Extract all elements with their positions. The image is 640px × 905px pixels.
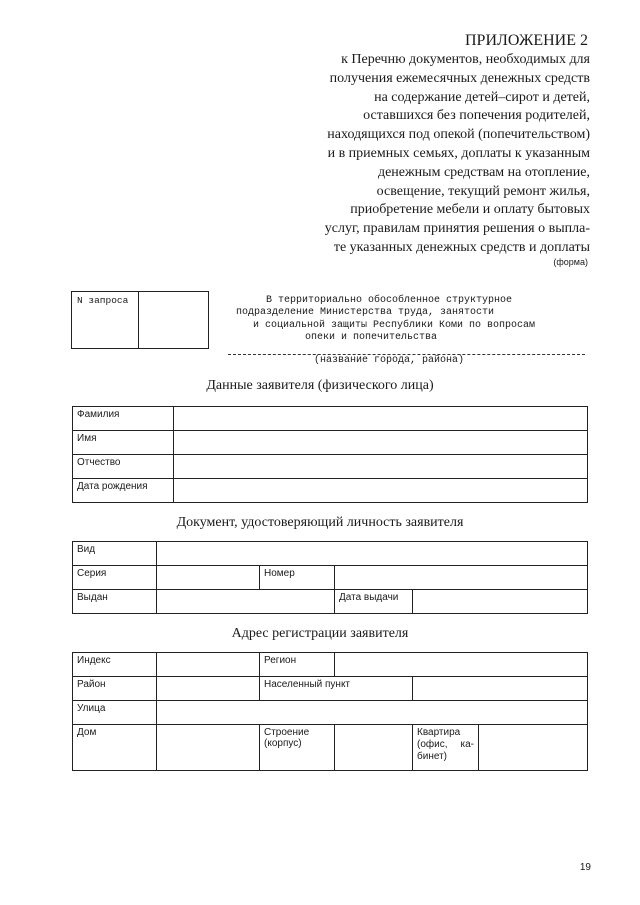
table-row bbox=[73, 677, 588, 701]
birth-date-label: Дата рождения bbox=[73, 479, 174, 503]
appendix-line: освещение, текущий ремонт жилья, bbox=[376, 183, 590, 199]
applicant-section-title: Данные заявителя (физического лица) bbox=[206, 378, 434, 393]
table-row bbox=[73, 653, 588, 677]
recipient-line-1: В территориально обособленное структурное bbox=[266, 295, 513, 306]
region-field[interactable] bbox=[335, 653, 588, 677]
appendix-line: услуг, правилам принятия решения о выпла- bbox=[324, 221, 590, 237]
surname-label: Фамилия bbox=[73, 407, 174, 431]
region-label: Регион bbox=[260, 653, 335, 677]
index-label: Индекс bbox=[73, 653, 157, 677]
request-number-label: N запроса bbox=[77, 295, 129, 306]
appendix-line: получения ежемесячных денежных средств bbox=[329, 70, 590, 86]
request-number-divider bbox=[138, 292, 139, 348]
index-field[interactable] bbox=[157, 653, 260, 677]
applicant-table bbox=[72, 406, 588, 503]
appendix-line: денежным средствам на отопление, bbox=[377, 164, 590, 180]
recipient-line-4: опеки и попечительства bbox=[305, 332, 438, 343]
form-note: (форма) bbox=[553, 257, 588, 267]
building-label: Строение (корпус) bbox=[260, 725, 335, 771]
district-label: Район bbox=[73, 677, 157, 701]
settlement-field[interactable] bbox=[413, 677, 588, 701]
doc-issued-by-field[interactable] bbox=[157, 590, 335, 614]
doc-type-field[interactable] bbox=[157, 542, 588, 566]
appendix-line: и в приемных семьях, доплаты к указанным bbox=[327, 145, 590, 161]
doc-issue-date-label: Дата выдачи bbox=[335, 590, 413, 614]
doc-type-label: Вид bbox=[73, 542, 157, 566]
street-label: Улица bbox=[73, 701, 157, 725]
appendix-description bbox=[270, 51, 590, 258]
appendix-title: ПРИЛОЖЕНИЕ 2 bbox=[464, 32, 588, 49]
recipient-line-3: и социальной защиты Республики Коми по вопросам bbox=[253, 320, 536, 331]
street-field[interactable] bbox=[157, 701, 588, 725]
recipient-line-2: подразделение Министерства труда, занятости bbox=[236, 307, 495, 318]
address-section-title: Адрес регистрации заявителя bbox=[231, 626, 409, 641]
apartment-field[interactable] bbox=[479, 725, 588, 771]
name-label: Имя bbox=[73, 431, 174, 455]
birth-date-field[interactable] bbox=[174, 479, 588, 503]
identity-section-title: Документ, удостоверяющий личность заявителя bbox=[176, 515, 464, 530]
appendix-line: оставшихся без попечения родителей, bbox=[363, 108, 590, 124]
identity-table bbox=[72, 541, 588, 614]
table-row bbox=[73, 455, 588, 479]
appendix-line: приобретение мебели и оплату бытовых bbox=[350, 202, 590, 218]
district-field[interactable] bbox=[157, 677, 260, 701]
doc-issue-date-field[interactable] bbox=[413, 590, 588, 614]
table-row bbox=[73, 407, 588, 431]
doc-series-label: Серия bbox=[73, 566, 157, 590]
settlement-label: Населенный пункт bbox=[260, 677, 413, 701]
surname-field[interactable] bbox=[174, 407, 588, 431]
page-number: 19 bbox=[579, 862, 591, 873]
name-field[interactable] bbox=[174, 431, 588, 455]
doc-series-field[interactable] bbox=[157, 566, 260, 590]
patronymic-field[interactable] bbox=[174, 455, 588, 479]
table-row bbox=[73, 701, 588, 725]
apartment-label: Квартира (офис, ка-бинет) bbox=[413, 725, 479, 771]
table-row bbox=[73, 542, 588, 566]
request-number-box bbox=[71, 291, 209, 349]
table-row bbox=[73, 590, 588, 614]
appendix-line: к Перечню документов, необходимых для bbox=[341, 52, 590, 67]
patronymic-label: Отчество bbox=[73, 455, 174, 479]
doc-number-field[interactable] bbox=[335, 566, 588, 590]
table-row bbox=[73, 479, 588, 503]
house-field[interactable] bbox=[157, 725, 260, 771]
doc-number-label: Номер bbox=[260, 566, 335, 590]
address-table bbox=[72, 652, 588, 771]
table-row bbox=[73, 725, 588, 771]
building-field[interactable] bbox=[335, 725, 413, 771]
city-caption: (название города, района) bbox=[314, 355, 465, 366]
appendix-line: находящихся под опекой (попечительством) bbox=[327, 127, 590, 143]
doc-issued-by-label: Выдан bbox=[73, 590, 157, 614]
table-row bbox=[73, 566, 588, 590]
appendix-line: на содержание детей–сирот и детей, bbox=[374, 89, 590, 105]
house-label: Дом bbox=[73, 725, 157, 771]
table-row bbox=[73, 431, 588, 455]
appendix-line: те указанных денежных средств и доплаты bbox=[333, 239, 590, 255]
